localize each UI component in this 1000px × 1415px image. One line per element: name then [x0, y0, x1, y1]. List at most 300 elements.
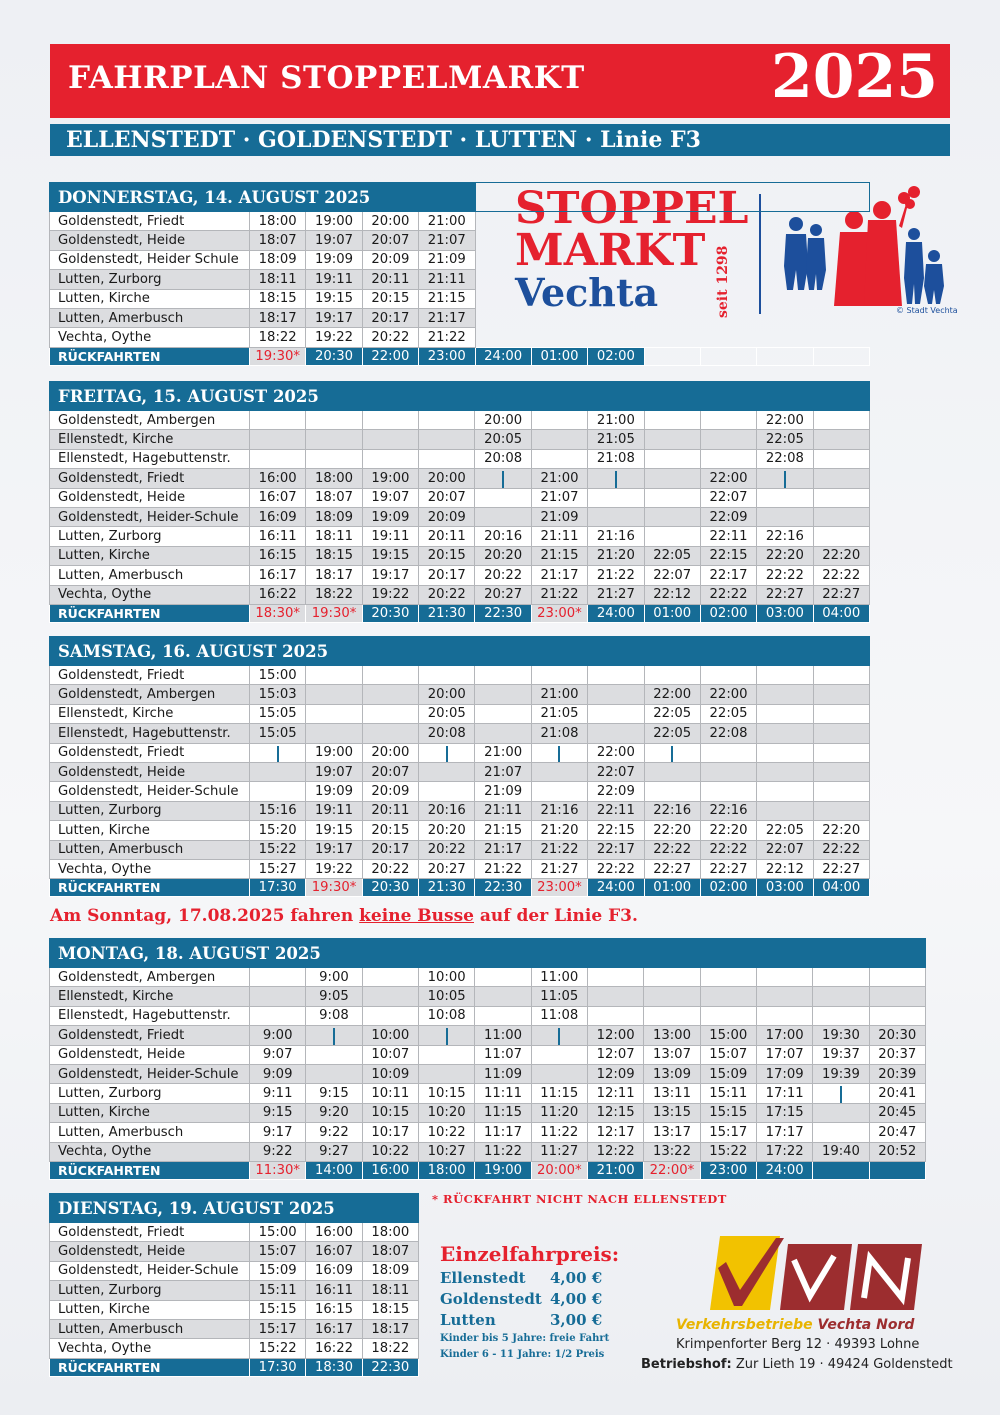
departure-time — [813, 1084, 869, 1103]
departure-time: 20:05 — [419, 704, 475, 723]
departure-time — [700, 411, 756, 430]
timetable-row — [50, 430, 870, 449]
stop-name: Goldenstedt, Ambergen — [50, 411, 250, 430]
departure-time: 19:00 — [306, 743, 362, 762]
departure-time — [700, 762, 756, 781]
image-credit: © Stadt Vechta — [896, 306, 958, 315]
departure-time: 15:17 — [700, 1123, 756, 1142]
return-time: 21:30 — [419, 604, 475, 622]
stop-name: Goldenstedt, Heider-Schule — [50, 1064, 250, 1083]
departure-time: 20:11 — [362, 270, 418, 289]
down-arrow-icon — [671, 746, 673, 763]
departure-time — [813, 488, 869, 507]
departure-time: 11:00 — [531, 968, 587, 987]
departure-time — [700, 666, 756, 685]
timetable-row — [50, 1339, 419, 1358]
blank-cell — [757, 308, 813, 327]
return-time: 04:00 — [813, 879, 869, 897]
departure-time: 22:00 — [644, 685, 700, 704]
thursday-title: DONNERSTAG, 14. AUGUST 2025 — [50, 183, 476, 212]
departure-time: 20:00 — [362, 743, 418, 762]
departure-time: 22:08 — [757, 449, 813, 468]
departure-time: 20:09 — [362, 782, 418, 801]
departure-time: 13:17 — [644, 1123, 700, 1142]
return-time: 03:00 — [757, 604, 813, 622]
blank-cell — [644, 212, 700, 231]
departure-time: 18:09 — [250, 250, 306, 269]
departure-time: 19:37 — [813, 1045, 869, 1064]
return-time: 24:00 — [475, 347, 531, 365]
departure-time — [250, 743, 306, 762]
departure-time — [644, 411, 700, 430]
departure-time: 21:08 — [531, 724, 587, 743]
departure-time: 22:07 — [644, 566, 700, 585]
departure-time — [362, 704, 418, 723]
departure-time — [813, 1103, 869, 1122]
stop-name: Ellenstedt, Kirche — [50, 987, 250, 1006]
return-time: 20:30 — [306, 347, 362, 365]
departure-time: 21:09 — [475, 782, 531, 801]
blank-cell — [813, 289, 869, 308]
departure-time: 22:00 — [588, 743, 644, 762]
departure-time — [757, 666, 813, 685]
departure-time: 10:15 — [362, 1103, 418, 1122]
logo-line3: Vechta — [515, 270, 659, 315]
timetable-row — [50, 469, 870, 488]
departure-time: 12:00 — [587, 1026, 643, 1045]
departure-time: 15:11 — [250, 1281, 306, 1300]
departure-time — [250, 762, 306, 781]
departure-time: 21:07 — [419, 231, 475, 250]
down-arrow-icon — [333, 1028, 335, 1045]
departure-time: 21:20 — [531, 821, 587, 840]
return-time: 19:30* — [306, 604, 362, 622]
departure-time — [757, 743, 813, 762]
departure-time: 19:22 — [306, 328, 362, 347]
departure-time — [362, 987, 418, 1006]
departure-time: 15:00 — [250, 1223, 306, 1242]
departure-time: 15:22 — [250, 840, 306, 859]
departure-time: 17:11 — [756, 1084, 812, 1103]
departure-time: 18:15 — [306, 546, 362, 565]
blank-cell — [700, 250, 756, 269]
departure-time — [362, 449, 418, 468]
departure-time: 15:22 — [700, 1142, 756, 1161]
departure-time — [813, 430, 869, 449]
departure-time: 16:07 — [250, 488, 306, 507]
departure-time: 16:15 — [250, 546, 306, 565]
departure-time: 9:20 — [306, 1103, 362, 1122]
departure-time: 19:00 — [362, 469, 418, 488]
timetable-row — [50, 328, 870, 347]
departure-time — [362, 1006, 418, 1025]
departure-time: 15:00 — [250, 666, 306, 685]
departure-time: 17:15 — [756, 1103, 812, 1122]
departure-time: 22:20 — [757, 546, 813, 565]
blank-cell — [644, 250, 700, 269]
departure-time: 19:07 — [362, 488, 418, 507]
stop-name: Goldenstedt, Friedt — [50, 1223, 250, 1242]
departure-time — [813, 1123, 869, 1142]
departure-time: 15:07 — [700, 1045, 756, 1064]
departure-time: 18:00 — [362, 1223, 418, 1242]
stop-name: Goldenstedt, Heide — [50, 762, 250, 781]
departure-time: 22:22 — [588, 859, 644, 878]
departure-time: 9:00 — [306, 968, 362, 987]
blank-cell — [531, 308, 587, 327]
departure-time — [306, 724, 362, 743]
route-title: ELLENSTEDT · GOLDENSTEDT · LUTTEN · Linie F3 — [66, 127, 701, 153]
departure-time — [756, 987, 812, 1006]
stop-name: Lutten, Amerbusch — [50, 1319, 250, 1338]
timetable-row — [50, 1123, 926, 1142]
departure-time: 20:08 — [475, 449, 531, 468]
departure-time: 16:17 — [250, 566, 306, 585]
departure-time: 10:08 — [418, 1006, 474, 1025]
departure-time: 20:20 — [419, 821, 475, 840]
blank-cell — [644, 328, 700, 347]
departure-time: 22:27 — [644, 859, 700, 878]
departure-time: 22:16 — [757, 527, 813, 546]
blank-cell — [588, 328, 644, 347]
departure-time: 21:20 — [588, 546, 644, 565]
departure-time: 22:00 — [757, 411, 813, 430]
departure-time — [644, 987, 700, 1006]
departure-time — [418, 1045, 474, 1064]
departure-time: 18:11 — [306, 527, 362, 546]
departure-time: 19:22 — [362, 585, 418, 604]
departure-time: 22:16 — [700, 801, 756, 820]
return-label: RÜCKFAHRTEN — [50, 604, 250, 622]
stop-name: Vechta, Oythe — [50, 1339, 250, 1358]
departure-time: 22:05 — [700, 704, 756, 723]
departure-time: 9:08 — [306, 1006, 362, 1025]
departure-time: 22:05 — [757, 430, 813, 449]
tuesday-timetable — [49, 1193, 419, 1377]
timetable-row — [50, 801, 870, 820]
blank-cell — [531, 270, 587, 289]
departure-time: 20:27 — [475, 585, 531, 604]
departure-time: 16:09 — [306, 1261, 362, 1280]
return-time: 16:00 — [362, 1161, 418, 1179]
departure-time: 19:07 — [306, 762, 362, 781]
departure-time: 21:16 — [588, 527, 644, 546]
timetable-row — [50, 250, 870, 269]
departure-time: 20:15 — [419, 546, 475, 565]
departure-time — [813, 724, 869, 743]
departure-time — [700, 449, 756, 468]
departure-time: 22:20 — [644, 821, 700, 840]
departure-time: 13:00 — [644, 1026, 700, 1045]
departure-time: 13:11 — [644, 1084, 700, 1103]
departure-time: 9:00 — [250, 1026, 306, 1045]
return-time: 21:00 — [587, 1161, 643, 1179]
departure-time: 19:39 — [813, 1064, 869, 1083]
timetable-row — [50, 1223, 419, 1242]
departure-time: 21:16 — [531, 801, 587, 820]
departure-time: 21:07 — [475, 762, 531, 781]
stop-name: Lutten, Zurborg — [50, 1084, 250, 1103]
departure-time — [475, 968, 531, 987]
departure-time — [644, 762, 700, 781]
departure-time — [813, 987, 869, 1006]
departure-time: 22:20 — [813, 821, 869, 840]
departure-time: 18:22 — [306, 585, 362, 604]
logo-line2: MARKT — [515, 225, 706, 276]
departure-time: 21:09 — [419, 250, 475, 269]
departure-time: 11:20 — [531, 1103, 587, 1122]
departure-time: 22:17 — [700, 566, 756, 585]
return-time: 11:30* — [250, 1161, 306, 1179]
departure-time: 13:07 — [644, 1045, 700, 1064]
departure-time: 21:17 — [475, 840, 531, 859]
blank-cell — [644, 270, 700, 289]
timetable-row — [50, 1064, 926, 1083]
departure-time — [418, 1026, 474, 1045]
departure-time — [419, 411, 475, 430]
tuesday-title: DIENSTAG, 19. AUGUST 2025 — [50, 1194, 419, 1223]
departure-time: 16:09 — [250, 507, 306, 526]
departure-time: 11:07 — [475, 1045, 531, 1064]
return-time: 24:00 — [756, 1161, 812, 1179]
departure-time: 20:22 — [475, 566, 531, 585]
departure-time: 19:40 — [813, 1142, 869, 1161]
departure-time: 10:20 — [418, 1103, 474, 1122]
departure-time: 11:15 — [475, 1103, 531, 1122]
departure-time — [869, 1006, 925, 1025]
departure-time — [475, 987, 531, 1006]
stop-name: Lutten, Zurborg — [50, 801, 250, 820]
departure-time: 15:09 — [250, 1261, 306, 1280]
departure-time: 21:17 — [531, 566, 587, 585]
departure-time — [757, 685, 813, 704]
stop-name: Goldenstedt, Heide — [50, 1045, 250, 1064]
departure-time: 20:37 — [869, 1045, 925, 1064]
timetable-row — [50, 840, 870, 859]
stop-name: Goldenstedt, Heider-Schule — [50, 1261, 250, 1280]
timetable-row — [50, 449, 870, 468]
blank-cell — [475, 289, 531, 308]
departure-time: 20:00 — [419, 685, 475, 704]
departure-time — [756, 968, 812, 987]
return-time: 01:00 — [531, 347, 587, 365]
departure-time: 10:09 — [362, 1064, 418, 1083]
stop-name: Vechta, Oythe — [50, 328, 250, 347]
blank-cell — [531, 289, 587, 308]
timetable-row — [50, 859, 870, 878]
departure-time: 20:22 — [419, 585, 475, 604]
departure-time: 17:07 — [756, 1045, 812, 1064]
sunday-notice: Am Sonntag, 17.08.2025 fahren keine Busse auf der Linie F3. — [50, 906, 638, 926]
departure-time: 20:41 — [869, 1084, 925, 1103]
return-time: 14:00 — [306, 1161, 362, 1179]
timetable-row — [50, 231, 870, 250]
departure-time — [531, 666, 587, 685]
departure-time — [644, 507, 700, 526]
stop-name: Goldenstedt, Heide — [50, 1242, 250, 1261]
departure-time: 20:15 — [362, 821, 418, 840]
blank-cell — [644, 347, 700, 365]
return-time: 23:00* — [531, 879, 587, 897]
fare-row: Lutten 3,00 € — [440, 1311, 603, 1329]
blank-cell — [644, 231, 700, 250]
departure-time — [757, 507, 813, 526]
return-time: 23:00 — [700, 1161, 756, 1179]
blank-cell — [700, 270, 756, 289]
timetable-row — [50, 666, 870, 685]
departure-time: 21:11 — [475, 801, 531, 820]
departure-time — [306, 704, 362, 723]
departure-time: 22:27 — [813, 859, 869, 878]
timetable-row — [50, 782, 870, 801]
blank-cell — [700, 308, 756, 327]
blank-cell — [644, 308, 700, 327]
departure-time: 10:15 — [418, 1084, 474, 1103]
departure-time: 10:27 — [418, 1142, 474, 1161]
company-name: Verkehrsbetriebe Vechta Nord — [676, 1317, 915, 1333]
stop-name: Ellenstedt, Hagebuttenstr. — [50, 1006, 250, 1025]
departure-time: 9:17 — [250, 1123, 306, 1142]
departure-time: 9:15 — [306, 1084, 362, 1103]
departure-time — [306, 430, 362, 449]
departure-time: 16:11 — [250, 527, 306, 546]
departure-time — [644, 743, 700, 762]
departure-time — [757, 469, 813, 488]
departure-time: 18:11 — [362, 1281, 418, 1300]
return-time: 03:00 — [757, 879, 813, 897]
departure-time — [419, 743, 475, 762]
departure-time — [419, 430, 475, 449]
departure-time: 19:30 — [813, 1026, 869, 1045]
departure-time — [531, 1064, 587, 1083]
return-time: 21:30 — [419, 879, 475, 897]
departure-time — [757, 724, 813, 743]
departure-time: 15:20 — [250, 821, 306, 840]
return-time: 19:30* — [250, 347, 306, 365]
saturday-title: SAMSTAG, 16. AUGUST 2025 — [50, 637, 870, 666]
departure-time — [813, 782, 869, 801]
departure-time — [475, 469, 531, 488]
departure-time — [813, 685, 869, 704]
departure-time: 15:15 — [700, 1103, 756, 1122]
departure-time — [644, 782, 700, 801]
departure-time: 22:20 — [700, 821, 756, 840]
departure-time: 20:47 — [869, 1123, 925, 1142]
departure-time — [757, 801, 813, 820]
departure-time: 22:05 — [644, 704, 700, 723]
departure-time: 10:00 — [362, 1026, 418, 1045]
departure-time: 22:11 — [588, 801, 644, 820]
down-arrow-icon — [502, 471, 504, 488]
timetable-row — [50, 1300, 419, 1319]
stop-name: Goldenstedt, Friedt — [50, 212, 250, 231]
departure-time: 22:22 — [757, 566, 813, 585]
blank-cell — [588, 231, 644, 250]
departure-time: 16:11 — [306, 1281, 362, 1300]
departure-time: 16:22 — [306, 1339, 362, 1358]
departure-time — [419, 762, 475, 781]
departure-time: 21:22 — [475, 859, 531, 878]
departure-time: 9:05 — [306, 987, 362, 1006]
departure-time: 20:52 — [869, 1142, 925, 1161]
friday-title: FREITAG, 15. AUGUST 2025 — [50, 382, 870, 411]
stop-name: Lutten, Zurborg — [50, 527, 250, 546]
timetable-row — [50, 704, 870, 723]
company-address: Krimpenforter Berg 12 · 49393 Lohne — [676, 1337, 920, 1352]
departure-time — [362, 411, 418, 430]
timetable-row — [50, 968, 926, 987]
timetable-row — [50, 685, 870, 704]
departure-time — [418, 1064, 474, 1083]
return-time: 02:00 — [700, 879, 756, 897]
blank-cell — [475, 231, 531, 250]
departure-time — [419, 666, 475, 685]
departure-time: 12:07 — [587, 1045, 643, 1064]
departure-time — [813, 743, 869, 762]
departure-time — [306, 449, 362, 468]
departure-time: 15:27 — [250, 859, 306, 878]
route-banner — [50, 124, 950, 156]
departure-time — [475, 685, 531, 704]
blank-cell — [475, 183, 870, 212]
return-time: 22:30 — [475, 879, 531, 897]
timetable-row — [50, 1261, 419, 1280]
down-arrow-icon — [446, 746, 448, 763]
departure-time: 21:27 — [588, 585, 644, 604]
departure-time — [757, 762, 813, 781]
departure-time — [588, 469, 644, 488]
timetable-row — [50, 724, 870, 743]
return-time: 20:30 — [362, 604, 418, 622]
departure-time: 19:15 — [306, 289, 362, 308]
vvn-logo-icon — [706, 1232, 926, 1314]
timetable-row — [50, 212, 870, 231]
departure-time — [813, 527, 869, 546]
departure-time: 15:22 — [250, 1339, 306, 1358]
down-arrow-icon — [558, 1028, 560, 1045]
departure-time — [813, 801, 869, 820]
stop-name: Goldenstedt, Ambergen — [50, 685, 250, 704]
return-time: 01:00 — [644, 879, 700, 897]
departure-time: 22:05 — [757, 821, 813, 840]
departure-time: 18:22 — [362, 1339, 418, 1358]
departure-time: 22:11 — [700, 527, 756, 546]
timetable-row — [50, 507, 870, 526]
monday-timetable — [49, 938, 926, 1180]
departure-time — [531, 762, 587, 781]
departure-time — [250, 1006, 306, 1025]
departure-time: 21:00 — [475, 743, 531, 762]
departure-time — [644, 430, 700, 449]
departure-time — [475, 507, 531, 526]
blank-cell — [531, 212, 587, 231]
departure-time: 21:07 — [531, 488, 587, 507]
departure-time — [306, 1026, 362, 1045]
departure-time: 21:22 — [531, 840, 587, 859]
departure-time: 21:22 — [531, 585, 587, 604]
departure-time: 18:07 — [306, 488, 362, 507]
monday-title: MONTAG, 18. AUGUST 2025 — [50, 939, 926, 968]
blank-cell — [475, 270, 531, 289]
down-arrow-icon — [558, 746, 560, 763]
departure-time — [588, 507, 644, 526]
timetable-row — [50, 585, 870, 604]
blank-cell — [531, 231, 587, 250]
departure-time: 21:15 — [531, 546, 587, 565]
return-time: 17:30 — [250, 1358, 306, 1376]
down-arrow-icon — [446, 1028, 448, 1045]
blank-cell — [644, 289, 700, 308]
